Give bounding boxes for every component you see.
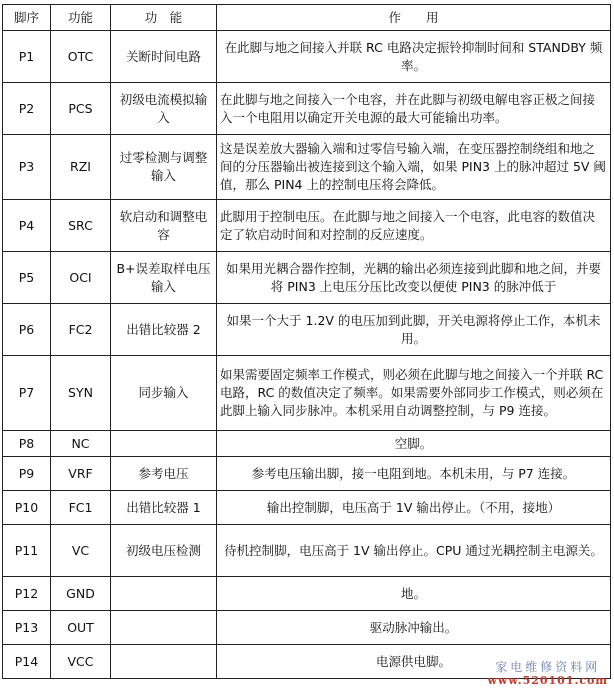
code-cell: OUT bbox=[51, 611, 111, 645]
pin-cell: P7 bbox=[3, 356, 51, 431]
header-code: 功能 bbox=[51, 5, 111, 31]
function-cell: 出错比较器 2 bbox=[111, 304, 217, 356]
code-cell: VC bbox=[51, 525, 111, 577]
description-cell: 如果用光耦合器作控制，光耦的输出必须连接到此脚和地之间，并要将 PIN3 上电压分压比改变以便使 PIN3 的脉冲低于 bbox=[217, 252, 611, 304]
description-cell: 地。 bbox=[217, 577, 611, 611]
pin-cell: P9 bbox=[3, 457, 51, 491]
table-row bbox=[3, 200, 611, 252]
description-cell: 此脚用于控制电压。在此脚与地之间接入一个电容，此电容的数值决定了软启动时间和对控制的反应速度。 bbox=[217, 200, 611, 252]
table-row bbox=[3, 577, 611, 611]
pin-cell: P4 bbox=[3, 200, 51, 252]
code-cell: SRC bbox=[51, 200, 111, 252]
description-cell: 空脚。 bbox=[217, 431, 611, 457]
pin-cell: P5 bbox=[3, 252, 51, 304]
table-row bbox=[3, 135, 611, 200]
function-cell bbox=[111, 645, 217, 679]
description-cell: 如果需要固定频率工作模式，则必须在此脚与地之间接入一个并联 RC 电路，RC 的数值决定了频率。如果需要外部同步工作模式，则必须在此脚上输入同步脉冲。本机采用自动调整控制，与 P9 连接。 bbox=[217, 356, 611, 431]
code-cell: PCS bbox=[51, 83, 111, 135]
description-cell: 待机控制脚，电压高于 1V 输出停止。CPU 通过光耦控制主电源关。 bbox=[217, 525, 611, 577]
table-row bbox=[3, 83, 611, 135]
table-row bbox=[3, 457, 611, 491]
function-cell: 软启动和调整电容 bbox=[111, 200, 217, 252]
pin-cell: P13 bbox=[3, 611, 51, 645]
description-cell: 参考电压输出脚，接一电阻到地。本机未用，与 P7 连接。 bbox=[217, 457, 611, 491]
description-cell: 这是误差放大器输入端和过零信号输入端，在变压器控制绕组和地之间的分压器输出被连接到这个输入端，如果 PIN3 上的脉冲超过 5V 阈值，那么 PIN4 上的控制电压将会降低。 bbox=[217, 135, 611, 200]
header-function: 功 能 bbox=[111, 5, 217, 31]
function-cell: 过零检测与调整输入 bbox=[111, 135, 217, 200]
table-row bbox=[3, 31, 611, 83]
code-cell: SYN bbox=[51, 356, 111, 431]
pin-cell: P11 bbox=[3, 525, 51, 577]
function-cell: 初级电压检测 bbox=[111, 525, 217, 577]
header-row bbox=[3, 5, 611, 31]
description-cell: 在此脚与地之间接入一个电容，并在此脚与初级电解电容正极之间接入一个电阻用以确定开关电源的最大可能输出功率。 bbox=[217, 83, 611, 135]
function-cell: 出错比较器 1 bbox=[111, 491, 217, 525]
pin-cell: P8 bbox=[3, 431, 51, 457]
code-cell: FC1 bbox=[51, 491, 111, 525]
description-cell: 输出控制脚，电压高于 1V 输出停止。（不用，接地） bbox=[217, 491, 611, 525]
code-cell: VCC bbox=[51, 645, 111, 679]
table-row bbox=[3, 491, 611, 525]
watermark bbox=[487, 661, 608, 686]
description-cell: 如果一个大于 1.2V 的电压加到此脚，开关电源将停止工作，本机未用。 bbox=[217, 304, 611, 356]
code-cell: GND bbox=[51, 577, 111, 611]
code-cell: OCI bbox=[51, 252, 111, 304]
table-row bbox=[3, 431, 611, 457]
function-cell bbox=[111, 611, 217, 645]
code-cell: VRF bbox=[51, 457, 111, 491]
watermark-url: www.520101.com bbox=[487, 674, 608, 687]
header-pin: 脚序 bbox=[3, 5, 51, 31]
pin-function-table bbox=[2, 4, 611, 679]
function-cell: 关断时间电路 bbox=[111, 31, 217, 83]
table-row bbox=[3, 356, 611, 431]
code-cell: OTC bbox=[51, 31, 111, 83]
code-cell: RZI bbox=[51, 135, 111, 200]
pin-cell: P10 bbox=[3, 491, 51, 525]
table-row bbox=[3, 611, 611, 645]
description-cell: 电源供电脚。 bbox=[217, 645, 611, 679]
table-row bbox=[3, 525, 611, 577]
watermark-text: 家电维修资料网 bbox=[495, 660, 601, 674]
header-description: 作 用 bbox=[217, 5, 611, 31]
table-row bbox=[3, 304, 611, 356]
code-cell: FC2 bbox=[51, 304, 111, 356]
function-cell bbox=[111, 577, 217, 611]
pin-cell: P1 bbox=[3, 31, 51, 83]
pin-cell: P3 bbox=[3, 135, 51, 200]
description-cell: 在此脚与地之间接入并联 RC 电路决定振铃抑制时间和 STANDBY 频率。 bbox=[217, 31, 611, 83]
function-cell: 初级电流模拟输入 bbox=[111, 83, 217, 135]
function-cell: B+误差取样电压输入 bbox=[111, 252, 217, 304]
description-cell: 驱动脉冲输出。 bbox=[217, 611, 611, 645]
pin-cell: P6 bbox=[3, 304, 51, 356]
pin-cell: P2 bbox=[3, 83, 51, 135]
code-cell: NC bbox=[51, 431, 111, 457]
pin-cell: P12 bbox=[3, 577, 51, 611]
function-cell bbox=[111, 431, 217, 457]
function-cell: 参考电压 bbox=[111, 457, 217, 491]
pin-cell: P14 bbox=[3, 645, 51, 679]
table-row bbox=[3, 252, 611, 304]
function-cell: 同步输入 bbox=[111, 356, 217, 431]
